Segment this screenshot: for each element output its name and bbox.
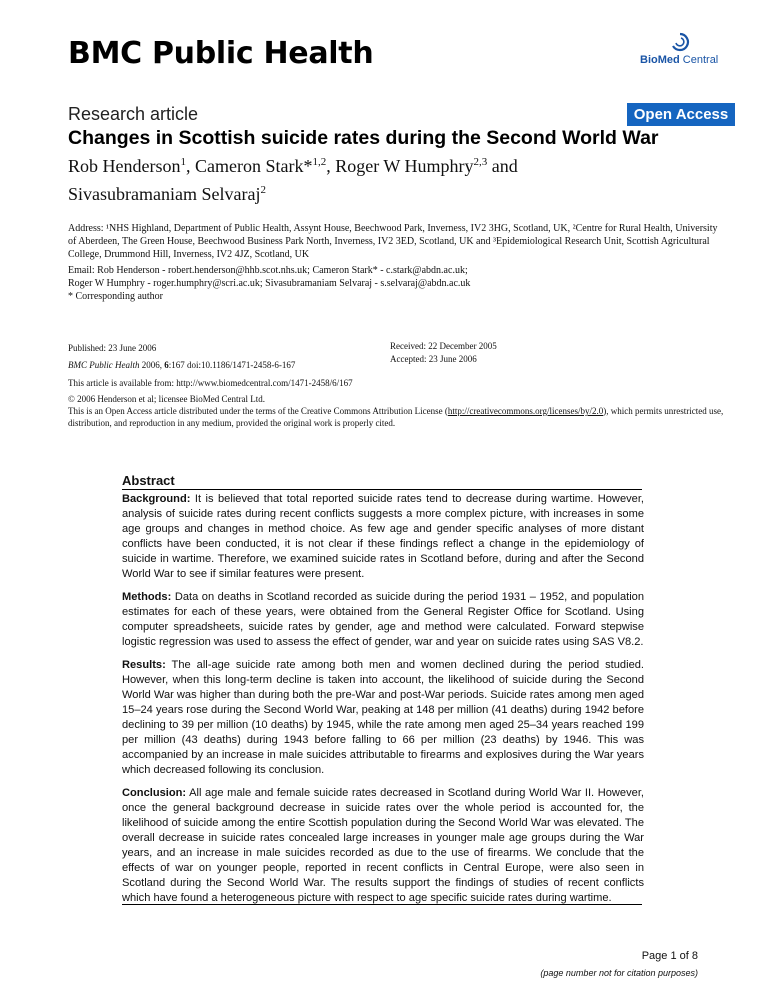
citation (68, 357, 388, 374)
open-access-badge: Open Access (627, 103, 735, 126)
article-type: Research article (68, 104, 199, 124)
abstract-methods (122, 590, 644, 650)
paper-title: Changes in Scottish suicide rates during the Second World War (68, 127, 659, 149)
biomed-central-logo (640, 30, 719, 70)
abstract-background (122, 492, 644, 582)
email-line: Email: Rob Henderson - robert.henderson@hhb.scot.nhs.uk; Cameron Stark* - c.stark@abdn.ac.uk; (68, 265, 468, 276)
section-label: Conclusion: (122, 787, 187, 799)
author-affiliation: 2 (260, 184, 266, 196)
logo-text (640, 54, 718, 66)
citation-journal: BMC Public Health (68, 360, 140, 370)
page-number-note: (page number not for citation purposes) (540, 968, 698, 978)
section-text: All age male and female suicide rates decreased in Scotland during World War II. However, once the general background decrease in suicide rates over the whole period is accounted for, the likelihood of suicide among the entire Scottish population during the Second World War was elevated. The overall decrease in suicide rates concealed large increases in younger male age groups during the War years, and an increase in male suicides recorded as due to the use of firearms. We conclude that the effects of war on younger people, reported in recent conflicts in Central Europe, were also seen in Scotland during the Second World War. The results support the findings of studies of recent conflicts which have found a heterogeneous picture with respect to age specific suicide rates during wartime. (122, 787, 644, 904)
abstract-heading: Abstract (122, 473, 175, 488)
accepted-date: Accepted: 23 June 2006 (390, 354, 477, 364)
journal-title: BMC Public Health (68, 36, 374, 71)
author-name: Sivasubramaniam Selvaraj (68, 184, 261, 204)
section-label: Methods: (122, 591, 172, 603)
abstract-results (122, 658, 644, 778)
license-link[interactable]: http://creativecommons.org/licenses/by/2.0 (447, 406, 604, 416)
section-label: Results: (122, 659, 166, 671)
author-separator: and (487, 156, 518, 176)
author-affiliation: 1,2 (312, 156, 327, 168)
author-name: Rob Henderson (68, 156, 181, 176)
published-date: Published: 23 June 2006 (68, 343, 157, 353)
received-accepted (390, 340, 590, 366)
license-text (68, 405, 728, 429)
author-separator: , (185, 156, 195, 176)
logo-central: Central (679, 54, 719, 66)
section-text: The all-age suicide rate among both men and women declined during the period studied. However, when this long-term decline is taken into account, the likelihood of suicide during the Second World War was higher than during both the pre-War and post-War periods. Suicide rates among men aged 15–24 years rose during the Second World War, peaking at 148 per million (41 deaths) during 1942 before declining to 39 per million (10 deaths) by 1945, while the rate among men aged 25–34 years reached 199 per million (43 deaths) during 1943 before falling to 66 per million (23 deaths) by 1946. This was accompanied by an increase in male suicides attributable to firearms and explosives during the War years which decreased following its conclusion. (122, 659, 644, 776)
section-text: It is believed that total reported suicide rates tend to decrease during wartime. However, analysis of suicide rates during recent conflicts suggests a more complex picture, with increases in some age groups and changes in method choice. As few age and gender specific analyses of more distant conflicts have been conducted, it is not clear if these findings reflect a change in the epidemiology of suicide in wartime. Therefore, we examined suicide rates in Scotland before, during and after the Second World War to see if similar features were present. (122, 493, 644, 580)
copyright-line: © 2006 Henderson et al; licensee BioMed Central Ltd. (68, 394, 266, 404)
section-text: Data on deaths in Scotland recorded as suicide during the period 1931 – 1952, and population estimates for each of these years, were obtained from the General Register Office for Scotland. Using computer spreadsheets, suicide rates by gender, age and method were calculated. Forward stepwise logistic regression was used to assess the effect of gender, war and year on suicide rates using SAS V8.2. (122, 591, 644, 648)
abstract-body (122, 492, 644, 914)
abstract-top-rule (122, 489, 642, 490)
license-pre: This is an Open Access article distributed under the terms of the Creative Commons Attribution License ( (68, 406, 448, 416)
author-list (68, 150, 708, 206)
author-name: Cameron Stark* (194, 156, 313, 176)
author-affiliation: 1 (180, 156, 186, 168)
abstract-conclusion (122, 786, 644, 906)
citation-year: 2006, (139, 360, 165, 370)
article-url: This article is available from: http://www.biomedcentral.com/1471-2458/6/167 (68, 378, 353, 388)
received-date: Received: 22 December 2005 (390, 341, 497, 351)
author-affiliation: 2,3 (473, 156, 488, 168)
email-block (68, 264, 718, 290)
publication-meta (68, 340, 388, 374)
email-line: Roger W Humphry - roger.humphry@scri.ac.uk; Sivasubramaniam Selvaraj - s.selvaraj@abdn.ac.uk (68, 278, 471, 290)
author-name: Roger W Humphry (335, 156, 474, 176)
logo-bio: BioMed (640, 54, 680, 66)
citation-volume: 6 (164, 360, 169, 370)
biomed-central-logo-icon (670, 32, 690, 52)
corresponding-author-note: * Corresponding author (68, 291, 163, 302)
author-separator: , (326, 156, 336, 176)
abstract-bottom-rule (122, 904, 642, 905)
citation-doi: :167 doi:10.1186/1471-2458-6-167 (168, 360, 296, 370)
page-number: Page 1 of 8 (641, 950, 698, 962)
copyright-block (68, 393, 728, 429)
affiliation-address: Address: ¹NHS Highland, Department of Public Health, Assynt House, Beechwood Park, Inverness, IV2 3HG, Scotland, UK, ²Centre for Rural Health, University of Aberdeen, The Green House, Beechwood Business Park North, Inverness, IV2 3ED, Scotland, UK and ³Epidemiological Research Unit, Scottish Agricultural College, Drummond Hill, Inverness, IV2 4JZ, Scotland, UK (68, 223, 718, 261)
license-post: ), which permits unrestricted use, distribution, and reproduction in any medium, provided the original work is properly cited. (68, 406, 724, 428)
section-label: Background: (122, 493, 191, 505)
